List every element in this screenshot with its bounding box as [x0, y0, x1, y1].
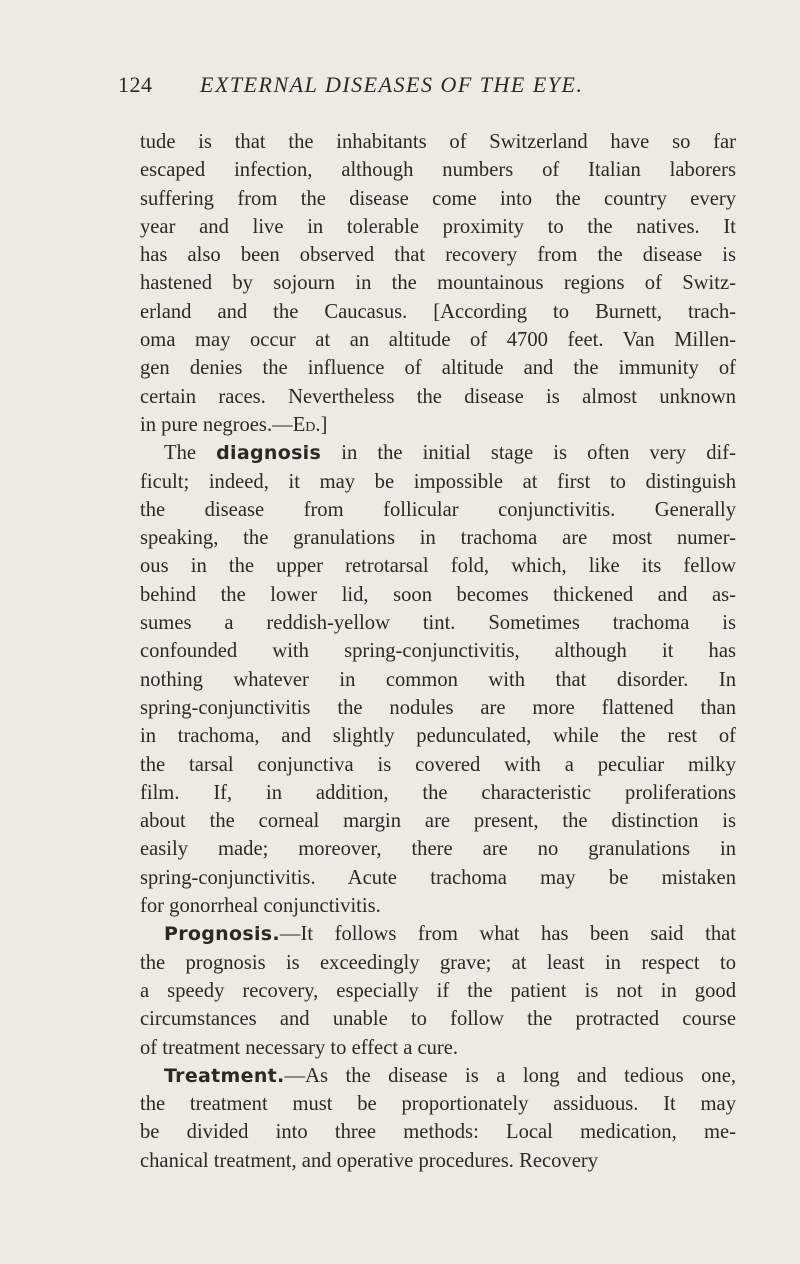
- text-line: chanical treatment, and operative procedures. Recovery: [140, 1149, 598, 1172]
- text-line: in trachoma, and slightly pedunculated, while the rest of: [140, 725, 736, 748]
- text-line: nothing whatever in common with that disorder. In: [140, 668, 736, 691]
- text-line: circumstances and unable to follow the protracted course: [140, 1008, 736, 1031]
- text-line: a speedy recovery, especially if the patient is not in good: [140, 979, 736, 1002]
- running-head: [118, 72, 738, 108]
- text-line: [140, 411, 736, 439]
- text-line: for gonorrheal conjunctivitis.: [140, 895, 381, 918]
- prognosis-paragraph-start: [140, 920, 736, 948]
- editor-bracket-close: ]: [320, 413, 328, 436]
- text-line: escaped infection, although numbers of Italian laborers: [140, 159, 736, 182]
- text-line: hastened by sojourn in the mountainous regions of Switz-: [140, 272, 736, 295]
- text-line: of treatment necessary to effect a cure.: [140, 1036, 459, 1059]
- diagnosis-heading: diagnosis: [216, 442, 322, 465]
- text-fragment: in pure negroes.—: [140, 413, 293, 436]
- treatment-heading: Treatment.: [164, 1064, 285, 1087]
- diagnosis-paragraph-start: [140, 439, 736, 467]
- text-line: ous in the upper retrotarsal fold, which, like its fellow: [140, 555, 736, 578]
- text-line: behind the lower lid, soon becomes thickened and as-: [140, 583, 736, 606]
- text-line: has also been observed that recovery from the disease is: [140, 244, 736, 267]
- text-line: sumes a reddish-yellow tint. Sometimes trachoma is: [140, 612, 736, 635]
- text-line: year and live in tolerable proximity to the natives. It: [140, 215, 736, 238]
- text-fragment: —As the disease is a long and tedious one,: [284, 1064, 736, 1087]
- text-line: about the corneal margin are present, the distinction is: [140, 810, 736, 833]
- body-text: [140, 128, 736, 1175]
- text-line: tude is that the inhabitants of Switzerland have so far: [140, 131, 736, 153]
- running-title: EXTERNAL DISEASES OF THE EYE.: [200, 72, 584, 97]
- text-line: spring-conjunctivitis. Acute trachoma may be mistaken: [140, 866, 736, 889]
- prognosis-heading: Prognosis.: [164, 923, 280, 946]
- text-line: speaking, the granulations in trachoma are most numer-: [140, 527, 736, 550]
- page-number: 124: [118, 72, 153, 97]
- text-line: the prognosis is exceedingly grave; at least in respect to: [140, 951, 736, 974]
- text-line: certain races. Nevertheless the disease is almost unknown: [140, 385, 736, 408]
- text-line: ficult; indeed, it may be impossible at first to distinguish: [140, 470, 736, 493]
- text-line: the tarsal conjunctiva is covered with a peculiar milky: [140, 753, 736, 776]
- text-line: confounded with spring-conjunctivitis, although it has: [140, 640, 736, 663]
- editor-mark: Ed.: [292, 413, 321, 436]
- text-fragment: The: [164, 442, 197, 465]
- text-line: oma may occur at an altitude of 4700 feet. Van Millen-: [140, 329, 736, 352]
- text-fragment: in the initial stage is often very dif-: [341, 442, 736, 465]
- text-line: the treatment must be proportionately assiduous. It may: [140, 1093, 736, 1116]
- text-line: be divided into three methods: Local medication, me-: [140, 1121, 736, 1144]
- text-line: gen denies the influence of altitude and the immunity of: [140, 357, 736, 380]
- text-line: the disease from follicular conjunctivitis. Generally: [140, 498, 736, 521]
- text-fragment: —It follows from what has been said that: [279, 923, 736, 946]
- text-line: erland and the Caucasus. [According to Burnett, trach-: [140, 300, 736, 323]
- treatment-paragraph-start: [140, 1062, 736, 1090]
- text-line: easily made; moreover, there are no granulations in: [140, 838, 736, 861]
- text-line: suffering from the disease come into the country every: [140, 187, 736, 210]
- text-line: spring-conjunctivitis the nodules are more flattened than: [140, 696, 736, 719]
- text-line: film. If, in addition, the characteristic proliferations: [140, 781, 736, 804]
